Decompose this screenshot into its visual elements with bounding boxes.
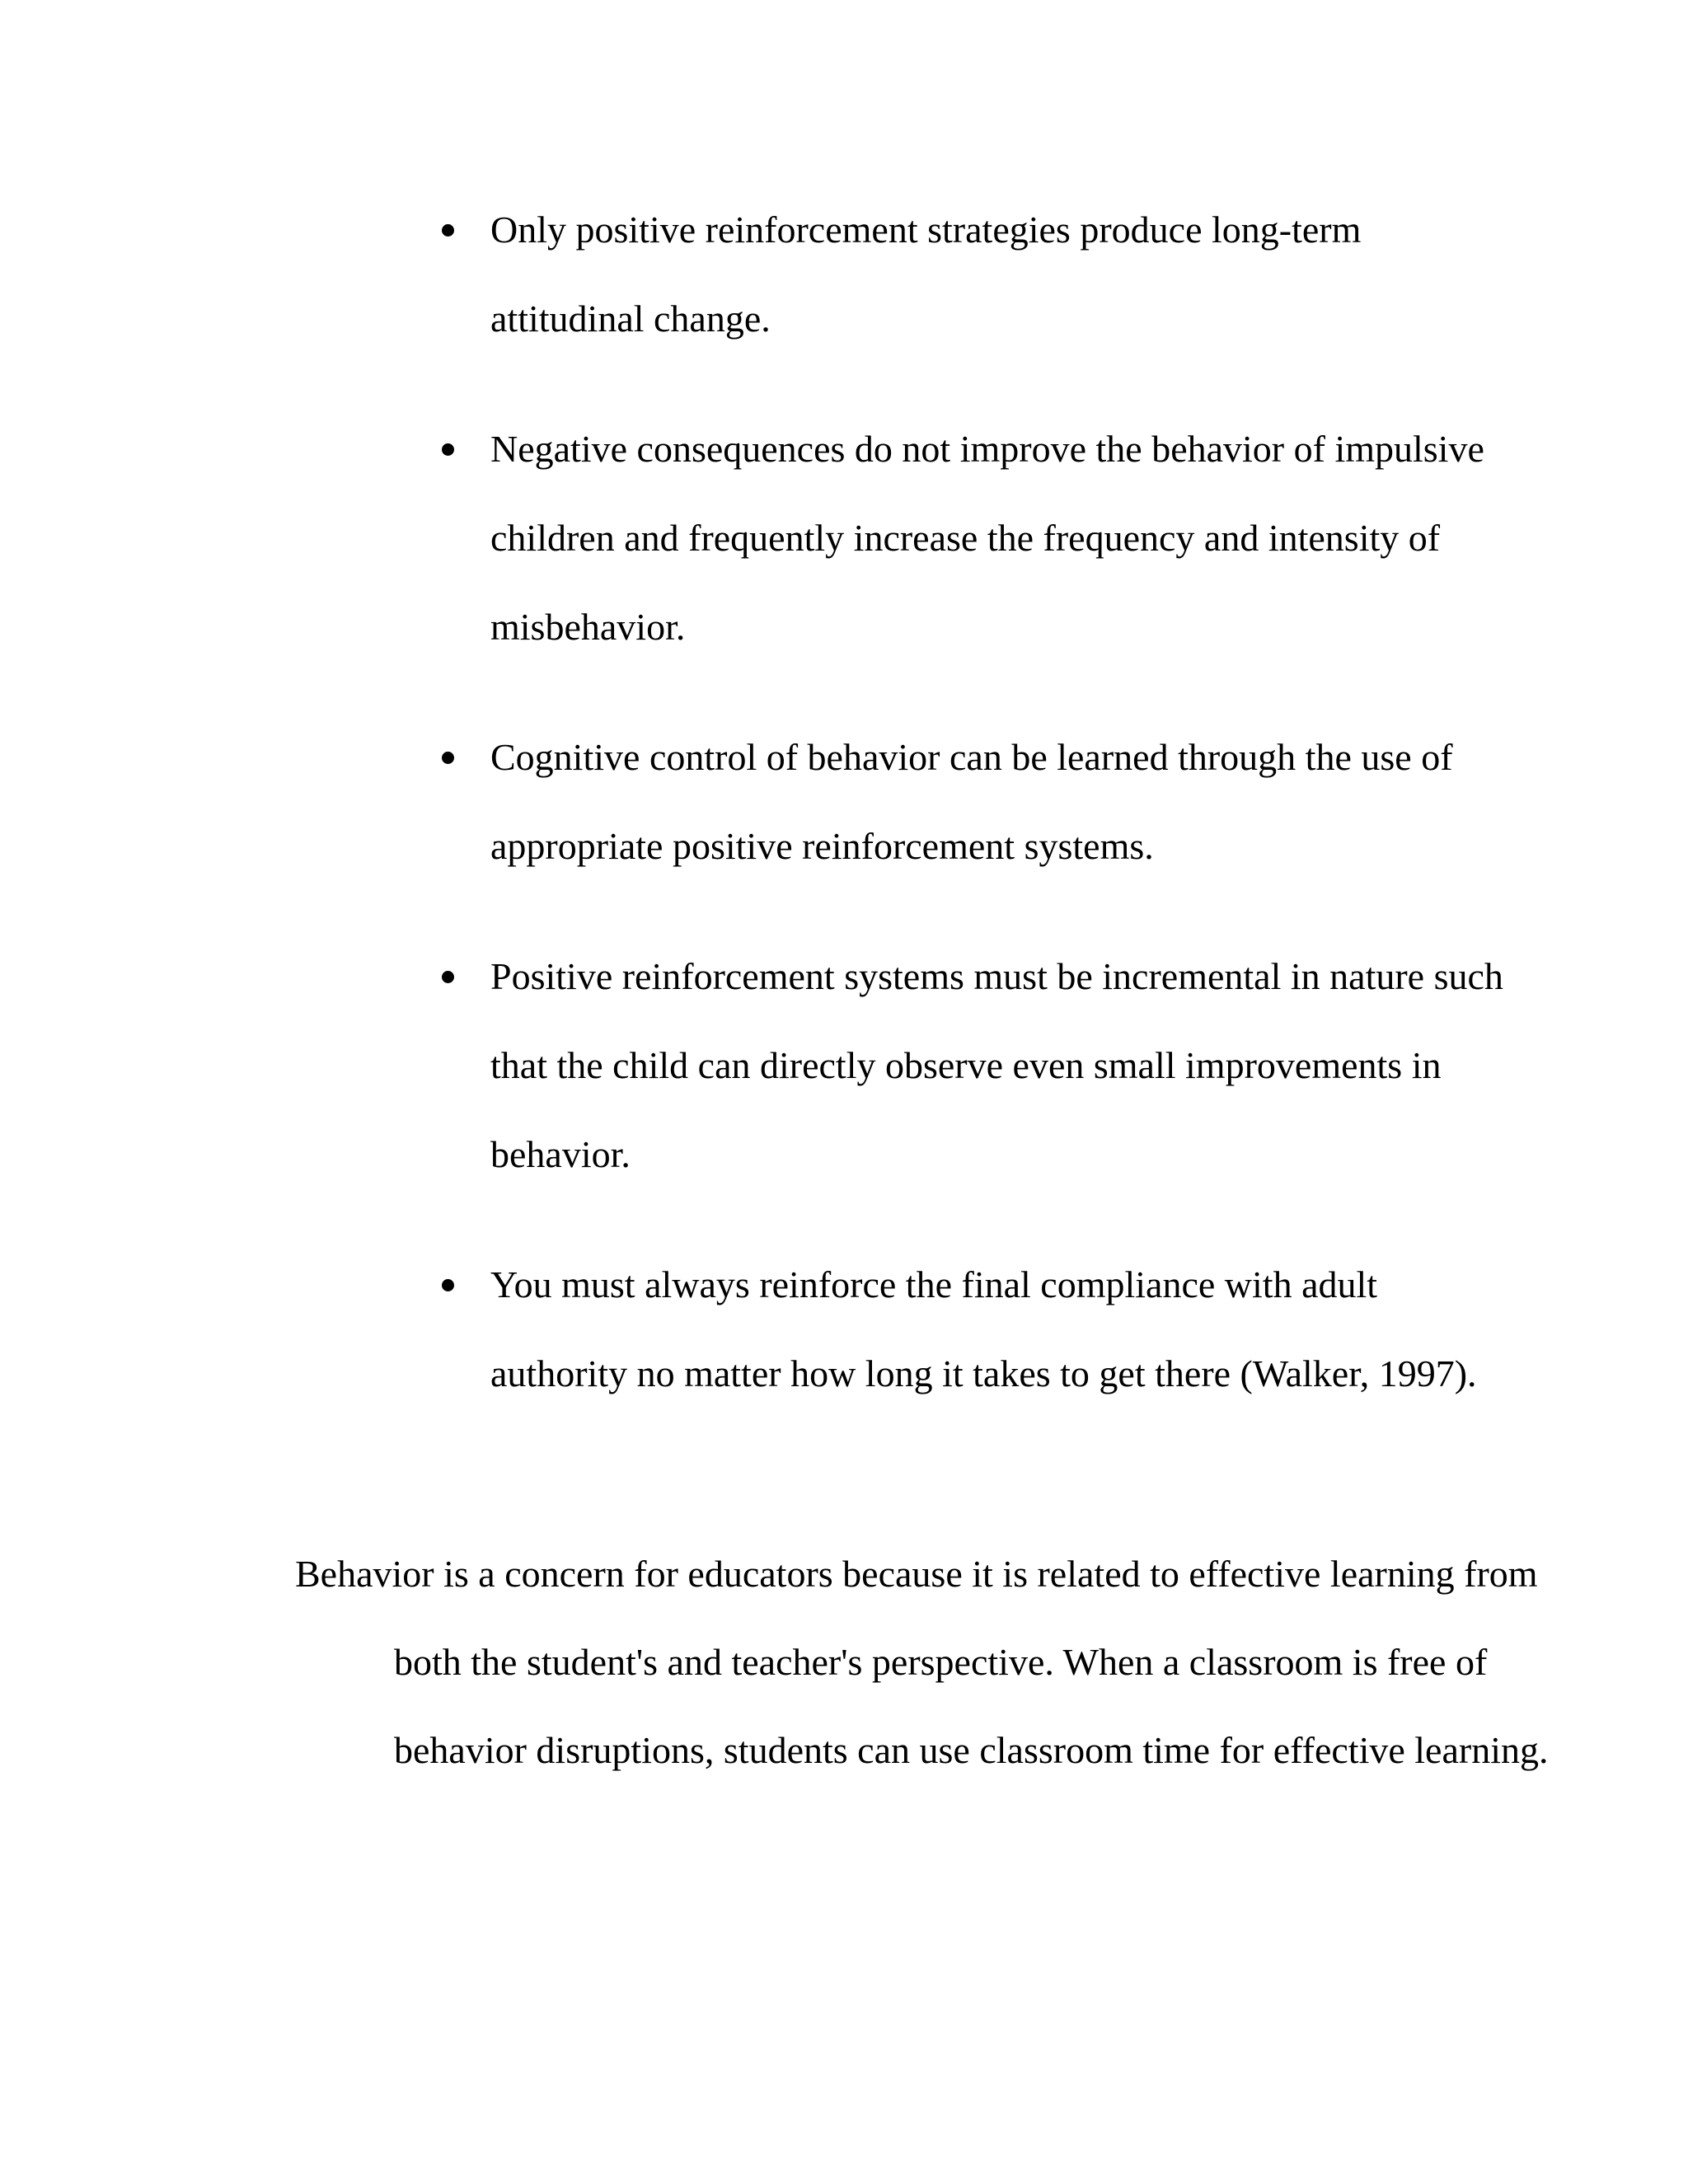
bullet-icon — [442, 752, 454, 764]
bullet-text: Cognitive control of behavior can be learned through the use of appropriate positive reinforcement systems. — [490, 736, 1453, 867]
body-paragraph: Behavior is a concern for educators because it is related to effective learning from both the student's and teacher's perspective. When a classroom is free of behavior disruptions, students can use classroom time for effective learning. — [295, 1553, 1549, 1771]
bullet-item — [437, 405, 1508, 672]
bullet-item — [437, 1240, 1508, 1418]
bullet-list — [437, 185, 1508, 1460]
bullet-text: You must always reinforce the final compliance with adult authority no matter how long it takes to get there (Walker, 1997). — [490, 1263, 1477, 1394]
bullet-icon — [442, 224, 454, 237]
bullet-icon — [442, 971, 454, 983]
bullet-icon — [442, 443, 454, 456]
bullet-item — [437, 185, 1508, 363]
bullet-text: Positive reinforcement systems must be incremental in nature such that the child can directly observe even small improvements in behavior. — [490, 955, 1503, 1175]
bullet-item — [437, 932, 1508, 1199]
bullet-text: Negative consequences do not improve the behavior of impulsive children and frequently increase the frequency and intensity of misbehavior. — [490, 428, 1484, 648]
bullet-text: Only positive reinforcement strategies produce long-term attitudinal change. — [490, 209, 1362, 340]
bullet-item — [437, 713, 1508, 891]
bullet-icon — [442, 1279, 454, 1291]
